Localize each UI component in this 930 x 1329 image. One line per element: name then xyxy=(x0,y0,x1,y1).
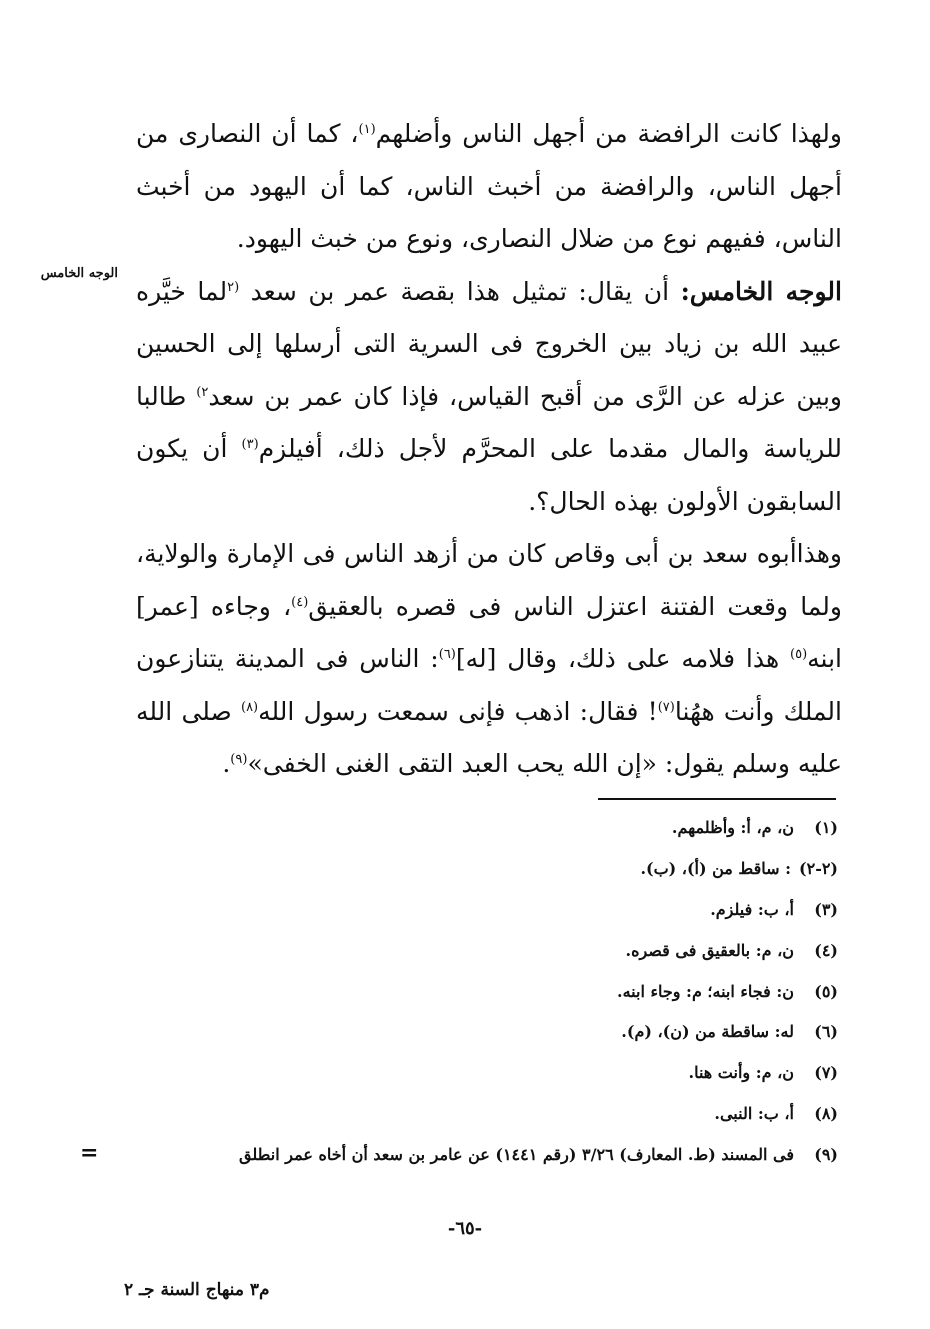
text-run: وهذاأبوه سعد بن أبى وقاص كان من أزهد الناس فى الإمارة والولاية، ولما وقعت الفتنة اعتزل الناس فى قصره بالعقيق xyxy=(136,539,842,621)
footnote-ref: (٦) xyxy=(438,647,456,662)
text-run: ، وجاءه [عمر] ابنه xyxy=(136,591,842,673)
footnote-number: (٥) xyxy=(814,981,838,1001)
footnote-number: (٨) xyxy=(814,1104,838,1124)
footnote-item xyxy=(136,1094,838,1135)
footnotes xyxy=(136,808,838,1176)
footnote-item xyxy=(136,890,838,931)
section-heading: الوجه الخامس: xyxy=(680,276,842,306)
footnote-ref: (٢ xyxy=(227,279,240,295)
footnote-number: (٧) xyxy=(814,1063,838,1083)
footnote-number: (١) xyxy=(814,818,838,837)
text-run: ولهذا كانت الرافضة من أجهل الناس وأضلهم xyxy=(375,119,843,148)
footnote-separator xyxy=(598,798,836,800)
footnote-ref: (٣) xyxy=(241,437,259,452)
text-run: ، كما أن النصارى من أجهل الناس، والرافضة من أخبث الناس، كما أن اليهود من أخبث الناس، ففيهم نوع من ضلال النصارى، ونوع من خبث اليهود. xyxy=(136,119,842,253)
footnote-item xyxy=(136,972,838,1013)
continuation-mark: = xyxy=(80,1140,99,1166)
text-run: : الناس فى المدينة يتنازعون الملك وأنت ههُنا xyxy=(136,644,842,726)
footnote-text: : ساقط من (أ)، (ب). xyxy=(640,858,792,878)
footnote-text: أ، ب: فيلزم. xyxy=(710,899,794,919)
text-run: أن يكون السابقون الأولون بهذه الحال؟. xyxy=(136,434,842,516)
paragraph-3 xyxy=(136,528,842,791)
footnote-item xyxy=(136,1012,838,1053)
margin-note: الوجه الخامس xyxy=(40,266,118,281)
signature-mark: م٣ منهاج السنة جـ ٢ xyxy=(124,1280,270,1300)
footnote-number: (٩) xyxy=(814,1145,838,1165)
footnote-item xyxy=(136,1053,838,1094)
footnote-ref: (١) xyxy=(358,122,376,137)
footnote-item xyxy=(136,1135,838,1176)
footnote-number: (٣) xyxy=(814,899,838,919)
footnote-text: أ، ب: النبى. xyxy=(714,1104,794,1124)
footnote-ref: ٢) xyxy=(196,384,209,400)
text-run: هذا فلامه على ذلك، وقال [له] xyxy=(455,644,790,673)
paragraph-2 xyxy=(136,266,842,529)
footnote-ref: (٥) xyxy=(790,647,808,662)
footnote-text: ن، م: بالعقيق فى قصره. xyxy=(625,940,794,960)
footnote-text: له: ساقطة من (ن)، (م). xyxy=(621,1022,794,1042)
footnote-number: (٤) xyxy=(814,940,838,960)
footnote-text: ن: فجاء ابنه؛ م: وجاء ابنه. xyxy=(617,981,794,1001)
footnote-item xyxy=(136,808,838,849)
footnote-ref: (٩) xyxy=(230,752,248,767)
footnote-text: فى المسند (ط. المعارف) ٣/٢٦ (رقم ١٤٤١) عن عامر بن سعد أن أخاه عمر انطلق xyxy=(239,1145,794,1165)
main-text xyxy=(136,108,842,791)
page-number: -٦٥- xyxy=(447,1218,483,1239)
footnote-text: ن، م، أ: وأظلمهم. xyxy=(671,818,794,837)
footnote-ref: (٨) xyxy=(240,699,259,715)
text-run: . xyxy=(222,749,231,778)
footnote-number: (٦) xyxy=(814,1022,838,1042)
text-run: أن يقال: تمثيل هذا بقصة عمر بن سعد xyxy=(239,276,681,306)
text-run: صلى الله عليه وسلم يقول: «إن الله يحب العبد التقى الغنى الخفى» xyxy=(136,696,842,778)
footnote-ref: (٤) xyxy=(291,594,309,610)
footnote-item xyxy=(136,931,838,972)
text-run: ! فقال: اذهب فإنى سمعت رسول الله xyxy=(258,696,658,726)
footnote-number: (٢-٢) xyxy=(799,858,838,878)
text-run: طالبا للرياسة والمال مقدما على المحرَّم لأجل ذلك، أفيلزم xyxy=(136,381,842,463)
footnote-text: ن، م: وأنت هنا. xyxy=(688,1063,794,1083)
footnote-item xyxy=(136,849,838,890)
text-run: لما خيَّره عبيد الله بن زياد بين الخروج فى السرية التى أرسلها إلى الحسين وبين عزله عن الرَّى من أقبح القياس، فإذا كان عمر بن سعد xyxy=(136,276,842,411)
paragraph-1 xyxy=(136,108,842,266)
footnote-ref: (٧) xyxy=(657,699,675,715)
